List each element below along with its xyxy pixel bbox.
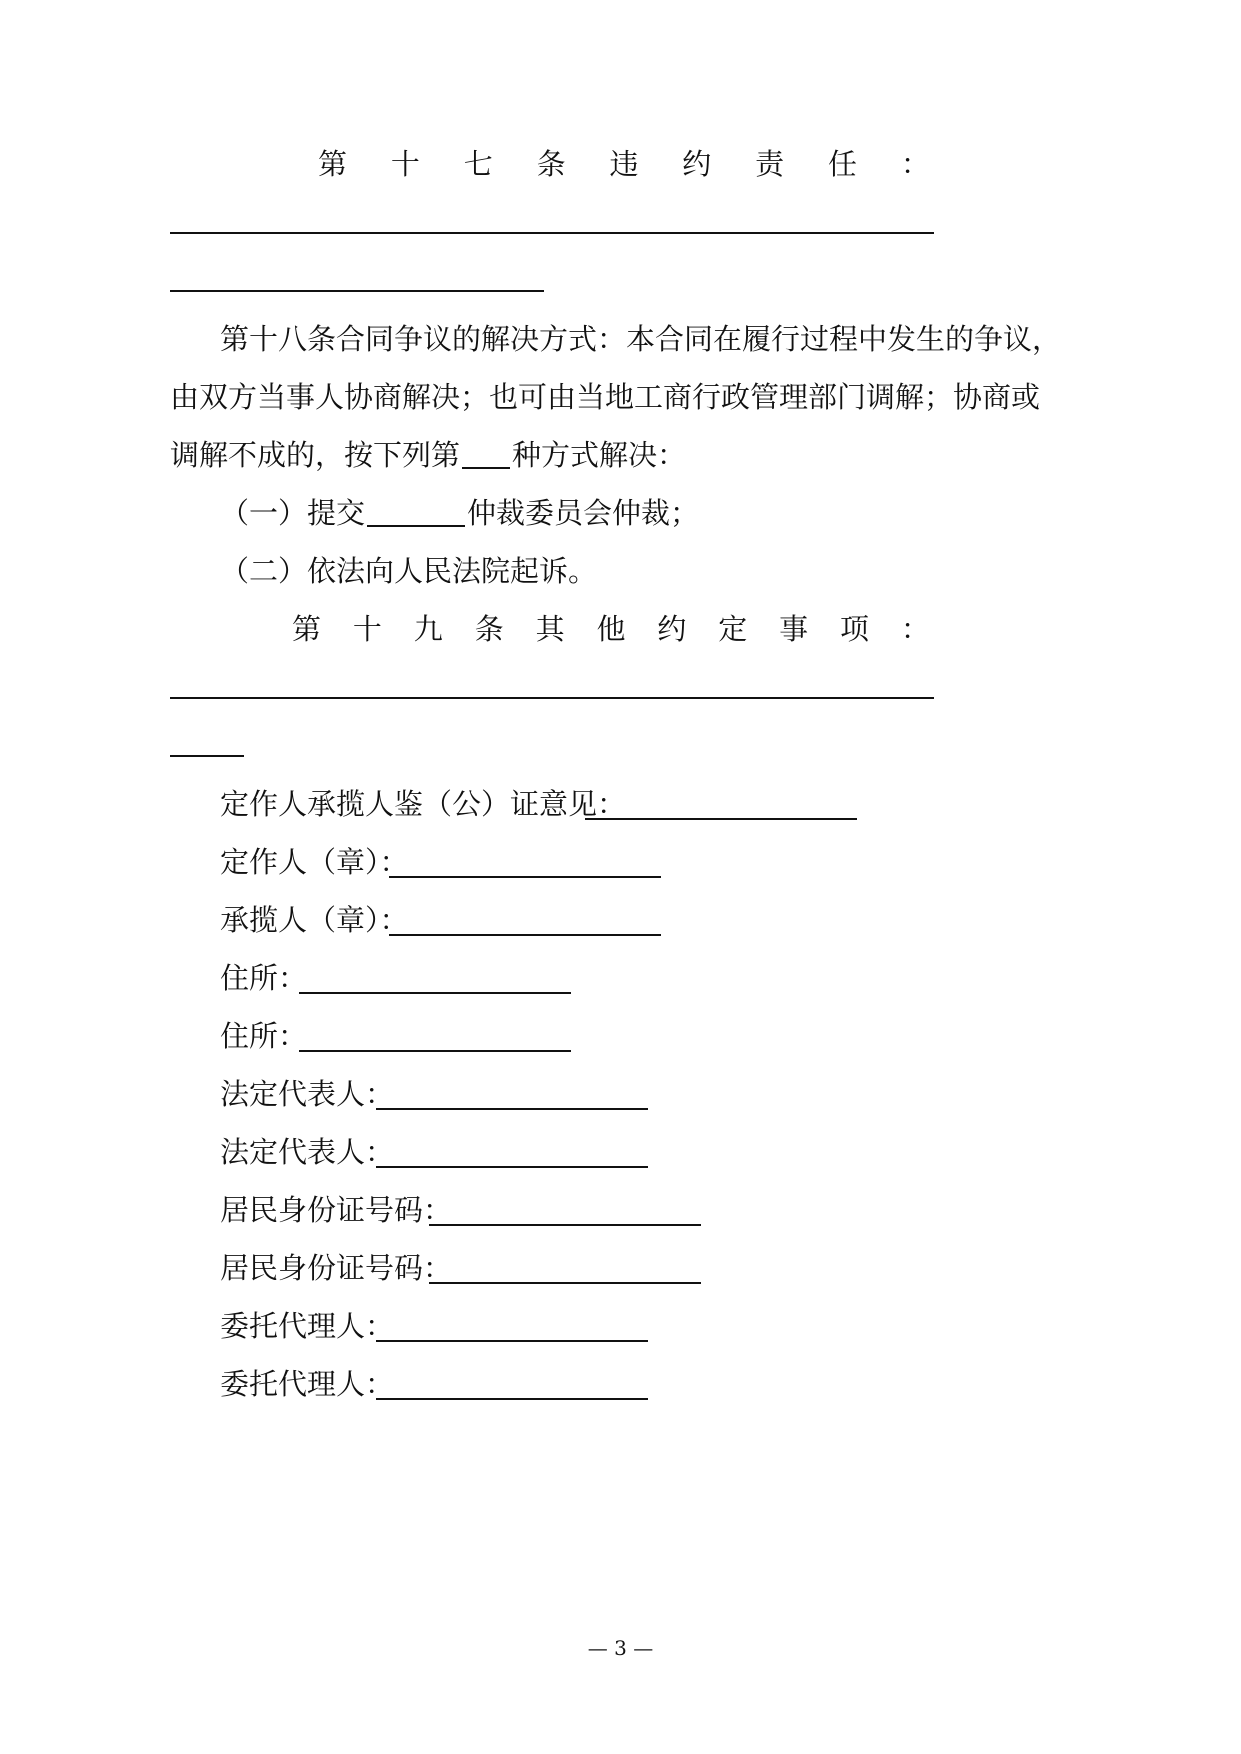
address-field-2[interactable] [299,1050,571,1052]
article-17-heading [318,146,930,182]
article-19-char: 项 [840,612,870,646]
article-19-char: 条 [474,612,504,646]
article-17-fill-line-2[interactable] [170,290,544,292]
article-19-char: 约 [657,612,687,646]
undertaker-seal-label: 承揽人（章）： [220,903,409,937]
article-18-line-2: 由双方当事人协商解决；也可由当地工商行政管理部门调解；协商或 [170,380,1041,414]
article-19-char: 十 [352,612,382,646]
agent-field-1[interactable] [376,1340,648,1342]
legal-rep-label-2: 法定代表人： [220,1135,395,1169]
article-19-char: 其 [535,612,565,646]
address-label-2: 住所： [220,1019,308,1053]
page-number: — 3 — [587,1636,654,1660]
article-18-option-1 [220,495,699,531]
article-19-fill-line-2[interactable] [170,755,244,757]
article-17-char: 任 [828,147,858,181]
article-19-heading [292,611,930,647]
address-field-1[interactable] [299,992,571,994]
option-1-prefix: （一）提交 [220,496,366,530]
agent-label-1: 委托代理人： [220,1309,395,1343]
article-18-option-2: （二）依法向人民法院起诉。 [220,554,598,588]
contractor-seal-field[interactable] [389,876,661,878]
article-19-fill-line-1[interactable] [170,697,934,699]
article-17-char: 违 [609,147,639,181]
option-1-suffix: 仲裁委员会仲裁； [467,496,700,530]
undertaker-seal-field[interactable] [389,934,661,936]
article-19-char: 九 [413,612,443,646]
article-18-line-3-prefix: 调解不成的，按下列第 [170,438,461,472]
article-17-char: 责 [755,147,785,181]
article-18-line-3 [170,437,686,473]
legal-rep-label-1: 法定代表人： [220,1077,395,1111]
article-19-char: 事 [779,612,809,646]
id-number-label-1: 居民身份证号码： [220,1193,453,1227]
article-17-char: 七 [463,147,493,181]
article-18-line-3-suffix: 种方式解决： [512,438,687,472]
notary-opinion-field[interactable] [585,818,857,820]
id-number-field-1[interactable] [429,1224,701,1226]
contractor-seal-label: 定作人（章）： [220,845,409,879]
legal-rep-field-2[interactable] [376,1166,648,1168]
article-18-line-1: 第十八条合同争议的解决方式：本合同在履行过程中发生的争议， [220,322,1062,356]
id-number-label-2: 居民身份证号码： [220,1251,453,1285]
method-number-blank[interactable] [462,437,510,469]
article-19-char: 第 [292,612,322,646]
arbitration-committee-blank[interactable] [367,495,465,527]
article-17-char: 第 [318,147,348,181]
address-label-1: 住所： [220,961,308,995]
agent-field-2[interactable] [376,1398,648,1400]
article-17-char: 十 [390,147,420,181]
article-17-char: 约 [682,147,712,181]
article-17-fill-line-1[interactable] [170,232,934,234]
legal-rep-field-1[interactable] [376,1108,648,1110]
id-number-field-2[interactable] [429,1282,701,1284]
notary-opinion-label: 定作人承揽人鉴（公）证意见： [220,787,627,821]
agent-label-2: 委托代理人： [220,1367,395,1401]
article-19-char: 他 [596,612,626,646]
article-17-char: 条 [536,147,566,181]
article-17-char: ： [900,147,930,181]
article-19-char: ： [900,612,930,646]
article-19-char: 定 [718,612,748,646]
